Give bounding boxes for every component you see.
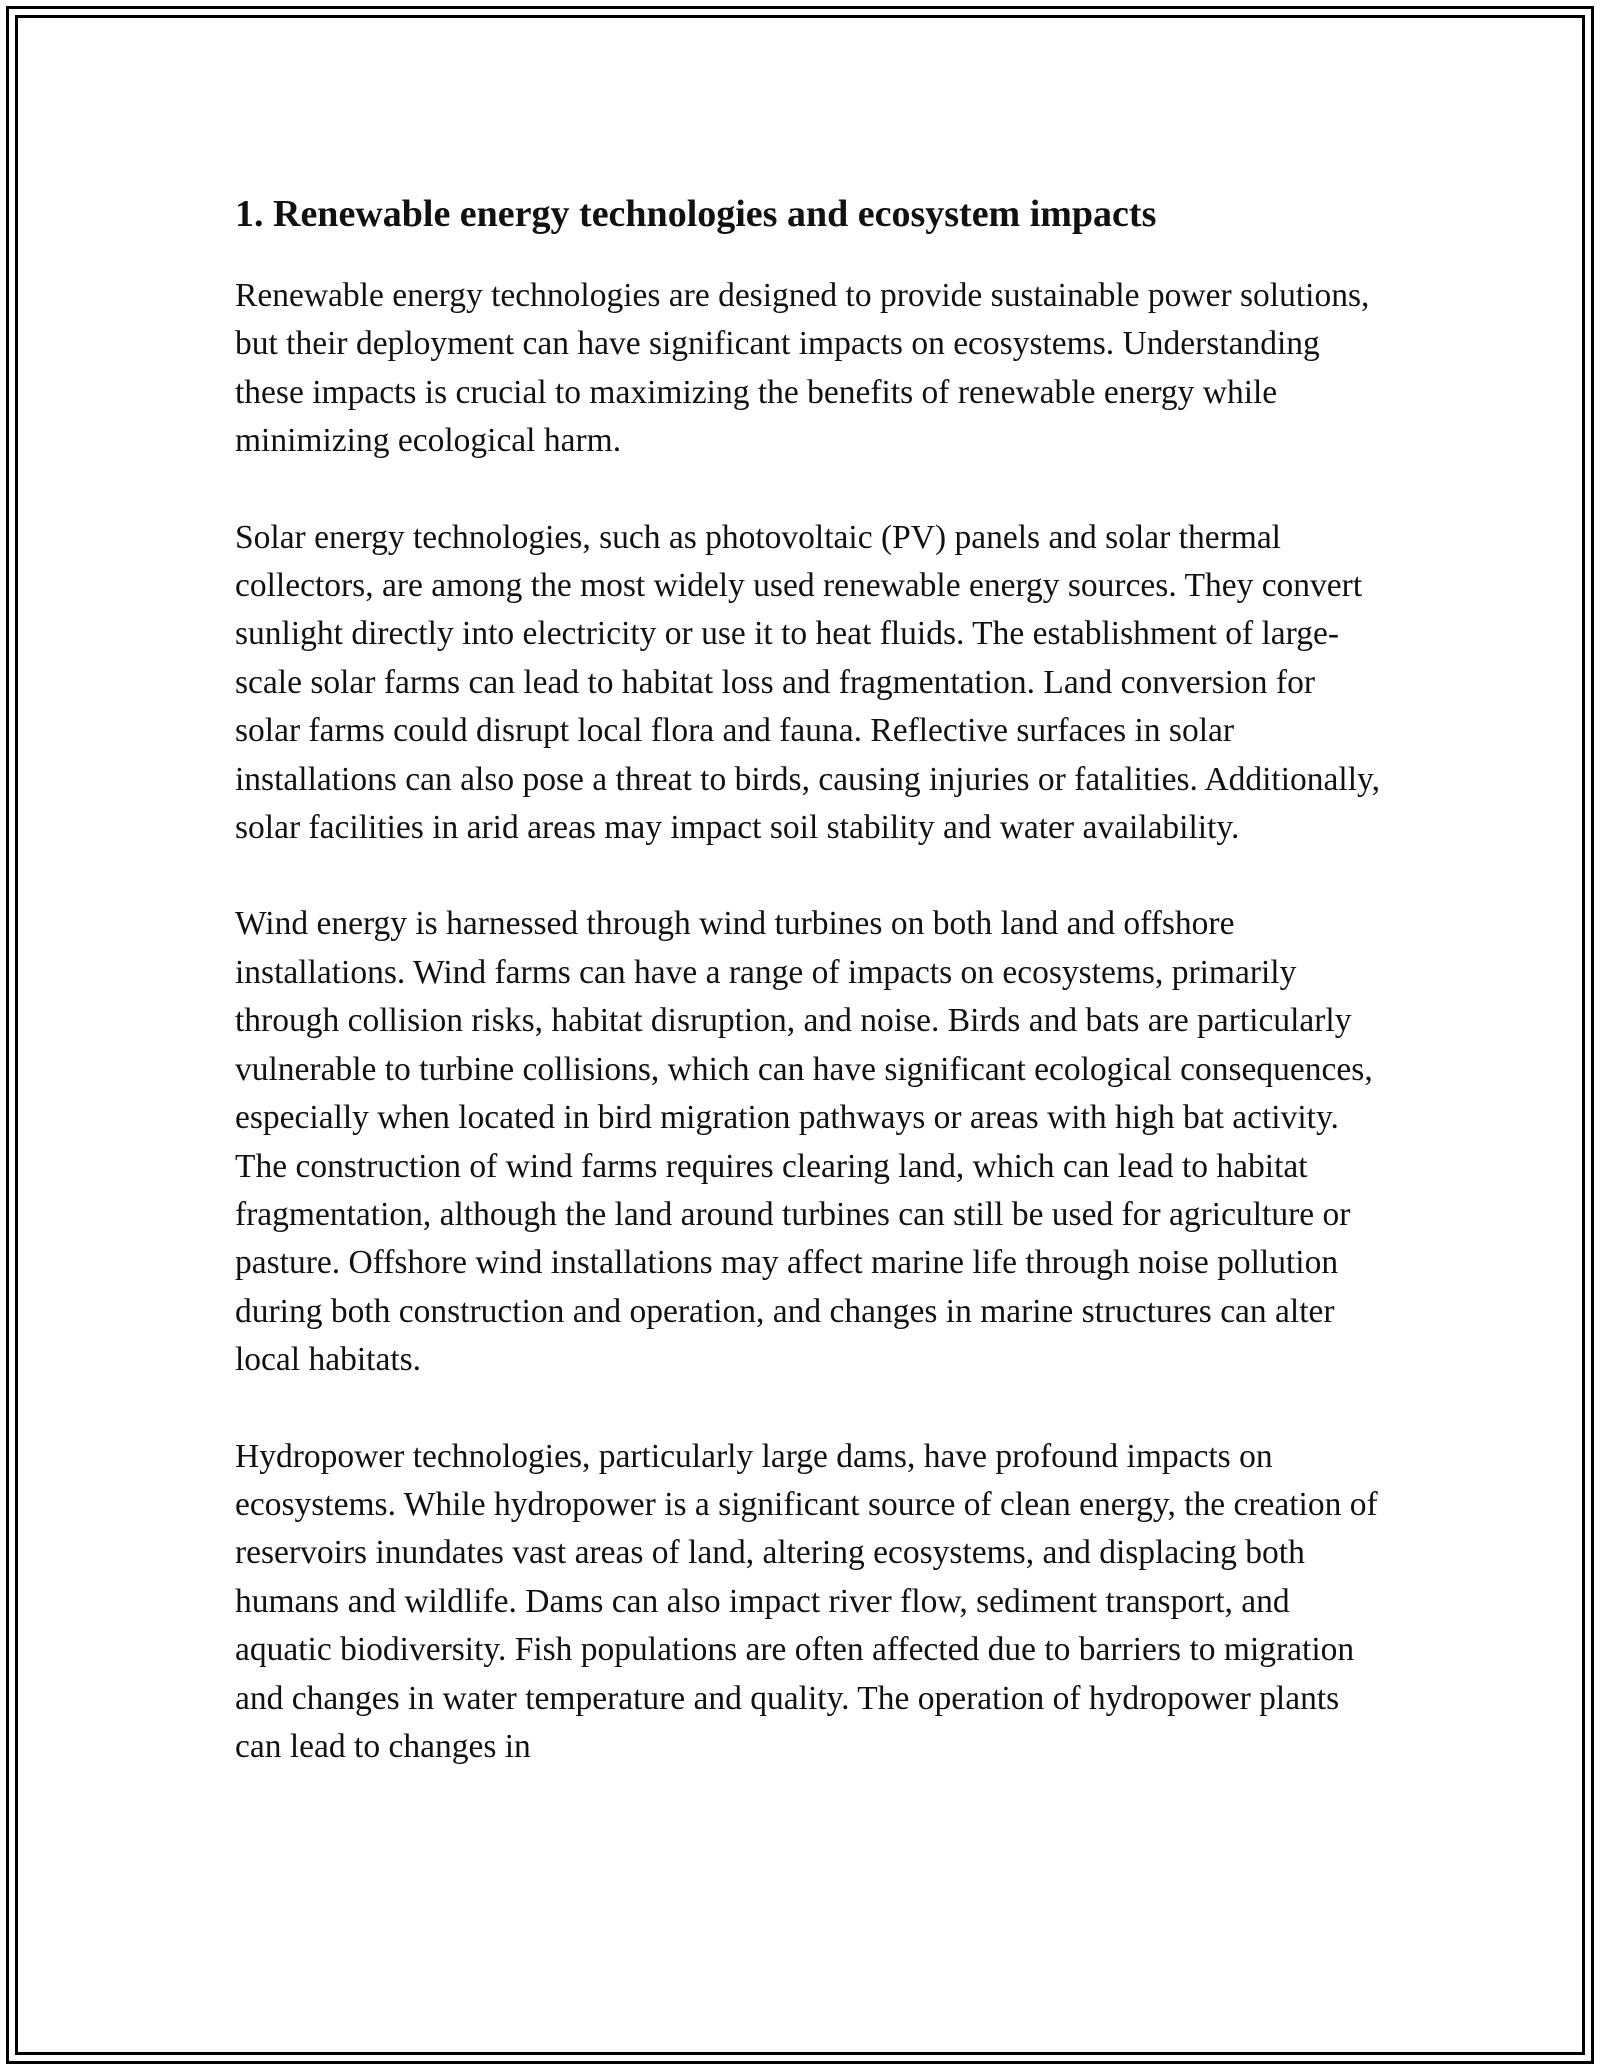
paragraph-intro: Renewable energy technologies are designed to provide sustainable power solutions, but their deployment can have significant impacts on ecosystems. Understanding these impacts is crucial to maximizing the benefits of renewable energy while minimizing ecological harm.	[235, 277, 1370, 460]
paragraph-wind: Wind energy is harnessed through wind turbines on both land and offshore installations. Wind farms can have a range of impacts on ecosystems, primarily through collision risks, habitat disruption, and noise. Birds and bats are particularly vulnerable to turbine collisions, which can have significant ecological consequences, especially when located in bird migration pathways or areas with high bat activity. The construction of wind farms requires clearing land, which can lead to habitat fragmentation, although the land around turbines can still be used for agriculture or pasture. Offshore wind installations may affect marine life through noise pollution during both construction and operation, and changes in marine structures can alter local habitats.	[235, 905, 1373, 1379]
section-heading: 1. Renewable energy technologies and ecosystem impacts	[235, 193, 1157, 235]
paragraph-solar: Solar energy technologies, such as photovoltaic (PV) panels and solar thermal collectors, are among the most widely used renewable energy sources. They convert sunlight directly into electricity or use it to heat fluids. The establishment of large-scale solar farms can lead to habitat loss and fragmentation. Land conversion for solar farms could disrupt local flora and fauna. Reflective surfaces in solar installations can also pose a threat to birds, causing injuries or fatalities. Additionally, solar facilities in arid areas may impact soil stability and water availability.	[235, 518, 1380, 847]
document-body	[235, 186, 1380, 1771]
paragraph-hydropower: Hydropower technologies, particularly large dams, have profound impacts on ecosystems. While hydropower is a significant source of clean energy, the creation of reservoirs inundates vast areas of land, altering ecosystems, and displacing both humans and wildlife. Dams can also impact river flow, sediment transport, and aquatic biodiversity. Fish populations are often affected due to barriers to migration and changes in water temperature and quality. The operation of hydropower plants can lead to changes in	[235, 1437, 1378, 1765]
